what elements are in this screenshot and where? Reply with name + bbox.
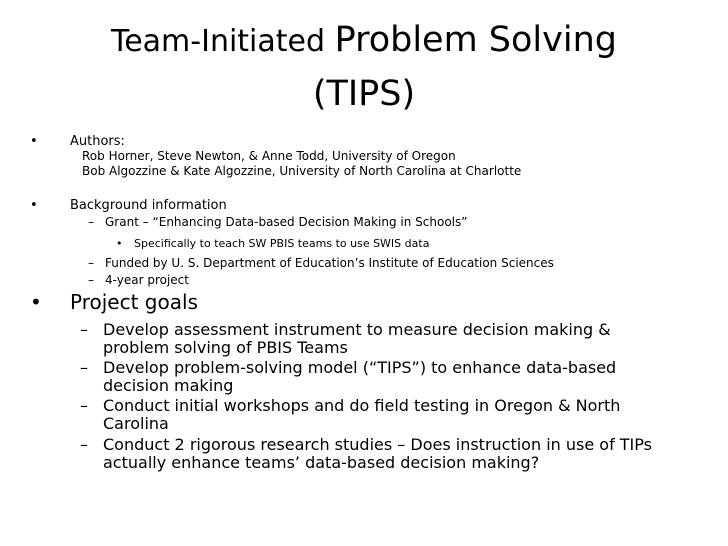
background-funded: Funded by U. S. Department of Education’s Institute of Education Sciences (105, 256, 554, 270)
bullet-dot: • (30, 290, 42, 314)
dash-bullet: – (80, 396, 88, 415)
goal-3-line-2: Carolina (103, 414, 169, 433)
bullet-dot: • (30, 198, 38, 213)
dash-bullet: – (88, 215, 94, 229)
authors-line-2: Bob Algozzine & Kate Algozzine, University of North Carolina at Charlotte (82, 164, 522, 178)
bullet-dot: • (116, 237, 123, 250)
authors-line-1: Rob Horner, Steve Newton, & Anne Todd, University of Oregon (82, 149, 456, 163)
dash-bullet: – (80, 320, 88, 339)
goals-label: Project goals (70, 290, 198, 314)
title-part-3: (TIPS) (312, 74, 416, 114)
goal-2-line-1: Develop problem-solving model (“TIPS”) to enhance data-based (103, 358, 617, 377)
goal-4-line-2: actually enhance teams’ data-based decision making? (103, 453, 540, 472)
goal-2-line-2: decision making (103, 376, 234, 395)
title-part-2: Problem Solving (334, 20, 617, 60)
background-label: Background information (70, 198, 227, 213)
authors-label: Authors: (70, 134, 125, 149)
background-duration: 4-year project (105, 273, 189, 287)
bullet-dot: • (30, 134, 38, 149)
goal-4-line-1: Conduct 2 rigorous research studies – Does instruction in use of TIPs (103, 435, 652, 454)
slide-title (60, 14, 668, 120)
dash-bullet: – (88, 256, 94, 270)
background-grant-sub: Specifically to teach SW PBIS teams to use SWIS data (134, 237, 430, 250)
goal-1-line-1: Develop assessment instrument to measure decision making & (103, 320, 611, 339)
title-part-1: Team-Initiated (110, 24, 335, 59)
goal-3-line-1: Conduct initial workshops and do field testing in Oregon & North (103, 396, 621, 415)
goal-1-line-2: problem solving of PBIS Teams (103, 338, 348, 357)
dash-bullet: – (88, 273, 94, 287)
background-grant: Grant – “Enhancing Data-based Decision Making in Schools” (105, 215, 468, 229)
dash-bullet: – (80, 358, 88, 377)
dash-bullet: – (80, 435, 88, 454)
